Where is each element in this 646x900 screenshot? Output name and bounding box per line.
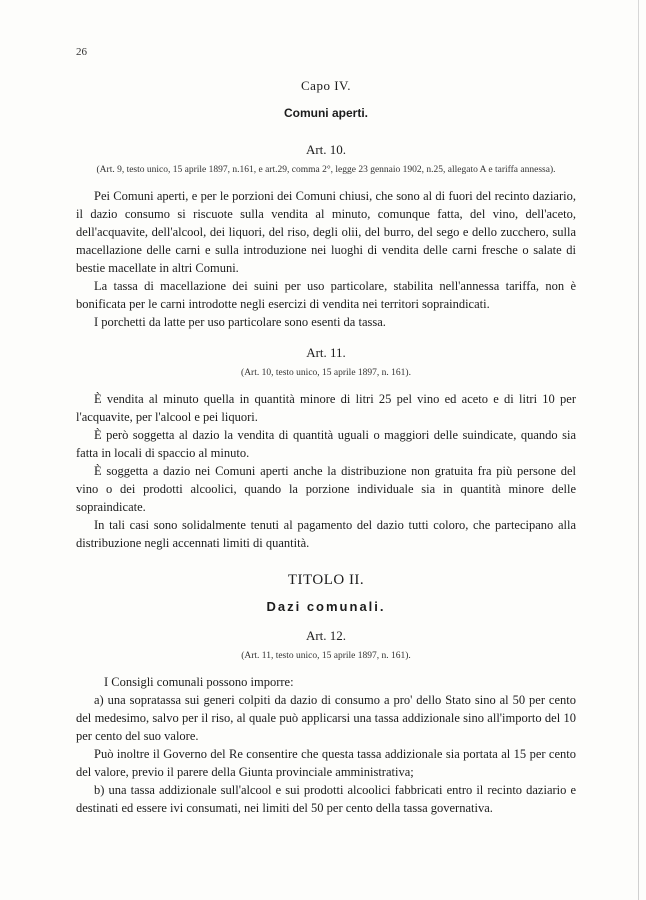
article-citation: (Art. 9, testo unico, 15 aprile 1897, n.161, e art.29, comma 2°, legge 23 gennaio 1902, n.25, allegato A e tariffa annessa). <box>96 165 556 175</box>
article-title: Art. 10. <box>305 142 347 157</box>
title-heading: TITOLO II. <box>287 572 365 588</box>
article-title: Art. 12. <box>305 628 347 643</box>
paragraph: È soggetta a dazio nei Comuni aperti anche la distribuzione non gratuita fra più persone del vino o dei prodotti alcoolici, quando la porzione individuale sia in quantità minore delle sopraindicate. <box>76 464 576 514</box>
paragraph: Pei Comuni aperti, e per le porzioni dei Comuni chiusi, che sono al di fuori del recinto daziario, il dazio consumo si riscuote sulla vendita al minuto, comunque fatta, del vino, dell'aceto, dell'acquavite, dell'alcool, dei liquori, del riso, degli olii, del burro, del sego e dello zucchero, sulla macellazione delle carni e sulla introduzione nei luoghi di vendita delle carni fresche o salate di bestie macellate in altri Comuni. <box>76 189 576 275</box>
page-edge-rule <box>638 0 639 900</box>
article-citation: (Art. 11, testo unico, 15 aprile 1897, n. 161). <box>241 651 411 661</box>
paragraph: È però soggetta al dazio la vendita di quantità uguali o maggiori delle suindicate, quando sia fatta in locali di spaccio al minuto. <box>76 428 576 460</box>
paragraph: I Consigli comunali possono imporre: <box>104 675 294 689</box>
article-11 <box>76 345 576 552</box>
paragraph: Può inoltre il Governo del Re consentire che questa tassa addizionale sia portata al 15 per cento del valore, previo il parere della Giunta provinciale amministrativa; <box>76 747 576 779</box>
paragraph: I porchetti da latte per uso particolare sono esenti da tassa. <box>94 315 386 329</box>
article-10 <box>76 142 576 331</box>
title-subheading: Dazi comunali. <box>266 599 386 614</box>
chapter-title: Capo IV. <box>301 78 351 93</box>
paragraph: È vendita al minuto quella in quantità minore di litri 25 pel vino ed aceto e di litri 10 per l'acquavite, per l'alcool e pei liquori. <box>76 392 576 424</box>
paragraph: La tassa di macellazione dei suini per uso particolare, stabilita nell'annessa tariffa, non è bonificata per le carni introdotte negli esercizi di vendita nei territori sopraindicati. <box>76 279 576 311</box>
article-citation: (Art. 10, testo unico, 15 aprile 1897, n. 161). <box>241 368 411 378</box>
paragraph: In tali casi sono solidalmente tenuti al pagamento del dazio tutti coloro, che partecipano alla distribuzione negli accennati limiti di quantità. <box>76 518 576 550</box>
paragraph: a) una sopratassa sui generi colpiti da dazio di consumo a pro' dello Stato sino al 50 per cento del medesimo, salvo per il riso, al quale può applicarsi una tassa addizionale sino all'importo del 10 per cento del suo valore. <box>76 693 576 743</box>
article-12 <box>76 628 576 817</box>
paragraph: b) una tassa addizionale sull'alcool e sui prodotti alcoolici fabbricati entro il recinto daziario e destinati ed essere ivi consumati, nei limiti del 50 per cento della tassa governativa. <box>76 783 576 815</box>
page-number: 26 <box>76 46 87 58</box>
chapter-heading: Comuni aperti. <box>283 106 368 120</box>
page-content <box>76 78 576 817</box>
article-title: Art. 11. <box>306 345 346 360</box>
